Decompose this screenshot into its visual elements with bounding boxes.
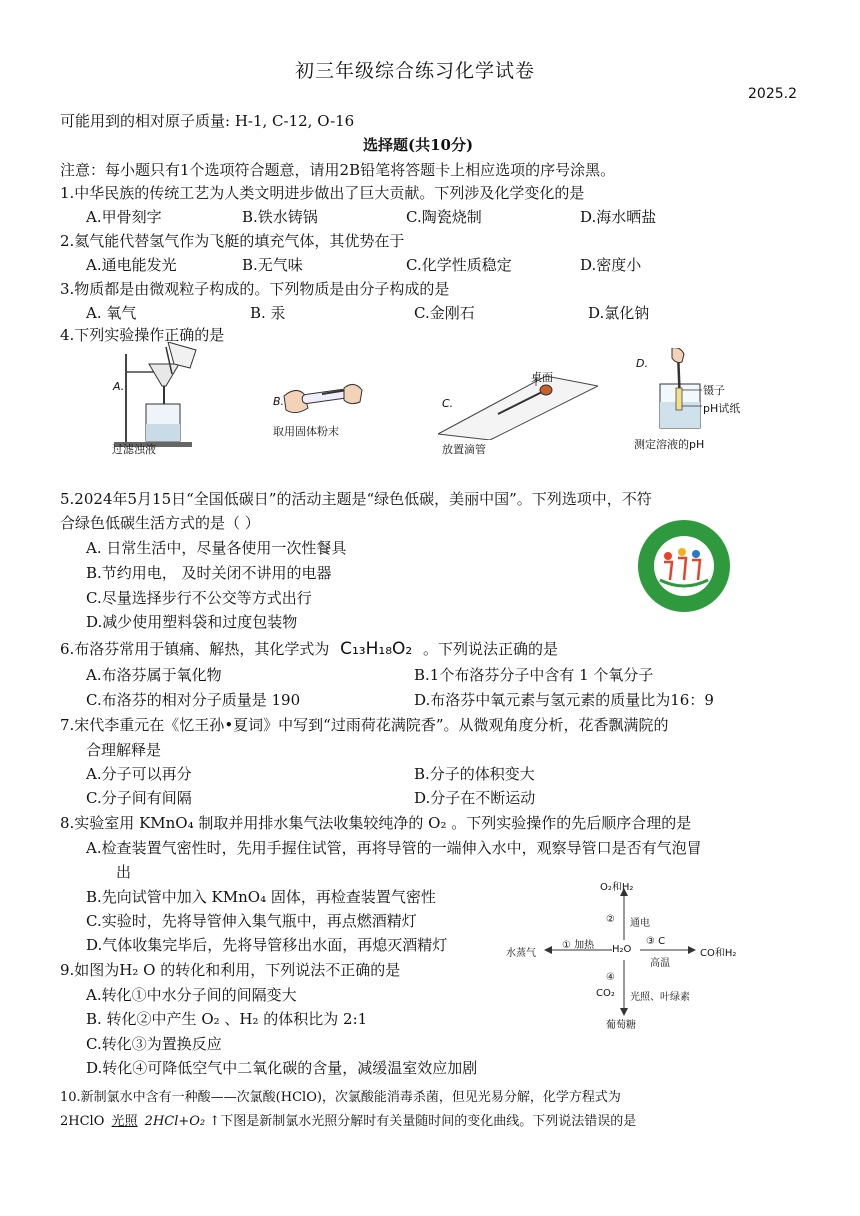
q10-stem-line1: 10.新制氯水中含有一种酸——次氯酸(HClO)，次氯酸能消毒杀菌，但见光易分解，化学方程式为 (60, 1090, 621, 1105)
q8-option-d: D.气体收集完毕后，先将导管移出水面，再熄灭酒精灯 (86, 936, 448, 954)
q3-option-d: D.氯化钠 (588, 304, 650, 322)
q9-stem: 9.如图为H₂ O 的转化和利用，下列说法不正确的是 (60, 961, 401, 979)
section-title: 选择题(共10分) (363, 136, 474, 154)
q7-stem-line1: 7.宋代李重元在《忆王孙•夏词》中写到“过雨荷花满院香”。从微观角度分析，花香飘满院的 (60, 716, 669, 734)
q9-diagram-co2: CO₂ (596, 988, 615, 999)
q1-option-c: C.陶瓷烧制 (406, 208, 482, 226)
q9-option-d: D.转化④可降低空气中二氧化碳的含量，减缓温室效应加剧 (86, 1059, 478, 1077)
q5-option-b: B.节约用电， 及时关闭不讲用的电器 (86, 564, 332, 582)
q4-figure-b-caption: 取用固体粉末 (273, 425, 339, 438)
q4-figure-d-label-ph-paper: pH试纸 (703, 402, 741, 415)
page-title: 初三年级综合练习化学试卷 (295, 60, 536, 82)
q10-equation-lhs: 2HClO (60, 1114, 105, 1129)
q2-option-a: A.通电能发光 (86, 256, 177, 274)
dropper-illustration (438, 374, 598, 440)
q4-figure-d-label-tweezers: 镊子 (703, 384, 725, 397)
q9-option-c: C.转化③为置换反应 (86, 1035, 222, 1053)
q8-option-b: B.先向试管中加入 KMnO₄ 固体，再检查装置气密性 (86, 888, 436, 906)
exam-date: 2025.2 (748, 86, 797, 102)
q4-figure-c-label: 桌面 (531, 371, 553, 384)
q4-stem: 4.下列实验操作正确的是 (60, 326, 225, 344)
q2-option-b: B.无气味 (242, 256, 303, 274)
q6-option-a: A.布洛芬属于氧化物 (86, 666, 222, 684)
q5-stem-line1: 5.2024年5月15日“全国低碳日”的活动主题是“绿色低碳，美丽中国”。下列选项中，不符 (60, 490, 652, 508)
q4-figure-b-letter: B. (273, 395, 285, 408)
q4-figure-d-letter: D. (636, 357, 648, 370)
q9-diagram-left: 水蒸气 (506, 948, 536, 959)
q8-option-c: C.实验时，先将导管伸入集气瓶中，再点燃酒精灯 (86, 912, 417, 930)
q6-stem-pre: 6.布洛芬常用于镇痛、解热，其化学式为 (60, 640, 330, 658)
q6-option-b: B.1个布洛芬分子中含有 1 个氧分子 (414, 666, 654, 684)
q3-option-b: B. 汞 (250, 304, 286, 322)
q3-option-a: A. 氧气 (86, 304, 137, 322)
q8-stem: 8.实验室用 KMnO₄ 制取并用排水集气法收集较纯净的 O₂ 。下列实验操作的先后顺序合理的是 (60, 814, 692, 832)
notice-line: 注意：每小题只有1个选项符合题意，请用2B铅笔将答题卡上相应选项的序号涂黑。 (60, 161, 616, 179)
q9-diagram-step4-cond: 光照、叶绿素 (630, 992, 690, 1003)
q9-diagram-step3: ③ C (646, 936, 666, 947)
q9-option-b: B. 转化②中产生 O₂ 、H₂ 的体积比为 2:1 (86, 1010, 368, 1028)
q5-option-a: A. 日常生活中，尽量各使用一次性餐具 (86, 539, 347, 557)
q7-option-c: C.分子间有间隔 (86, 789, 192, 807)
q4-figure-d-caption: 测定溶液的pH (634, 438, 705, 451)
q2-stem: 2.氦气能代替氢气作为飞艇的填充气体，其优势在于 (60, 232, 405, 250)
q6-formula: C₁₃H₁₈O₂ (340, 639, 413, 659)
q4-figure-a-letter: A. (113, 380, 125, 393)
q6-option-c: C.布洛芬的相对分子质量是 190 (86, 691, 301, 709)
q1-option-b: B.铁水铸锅 (242, 208, 318, 226)
q2-option-c: C.化学性质稳定 (406, 256, 512, 274)
q7-option-d: D.分子在不断运动 (414, 789, 536, 807)
q6-option-d: D.布洛芬中氧元素与氢元素的质量比为16：9 (414, 691, 714, 709)
atomic-mass-line: 可能用到的相对原子质量: H-1, C-12, O-16 (60, 112, 355, 130)
q4-figure-a-caption: 过滤浊液 (112, 443, 156, 456)
q1-stem: 1.中华民族的传统工艺为人类文明进步做出了巨大贡献。下列涉及化学变化的是 (60, 184, 585, 202)
q5-stem-line2: 合绿色低碳生活方式的是（ ） (60, 514, 260, 532)
q7-option-a: A.分子可以再分 (86, 765, 192, 783)
logo-illustration (636, 518, 732, 614)
q5-option-c: C.尽量选择步行不公交等方式出行 (86, 589, 312, 607)
q9-diagram-right: CO和H₂ (700, 948, 737, 959)
q9-diagram-center: H₂O (612, 944, 632, 955)
q4-figure-c-caption: 放置滴管 (442, 443, 486, 456)
q9-diagram-step2-cond: 通电 (630, 918, 650, 929)
q1-option-d: D.海水晒盐 (580, 208, 657, 226)
q2-option-d: D.密度小 (580, 256, 642, 274)
q9-diagram-top: O₂和H₂ (600, 882, 634, 893)
low-carbon-day-logo (636, 518, 732, 614)
q9-diagram-step1: ① 加热 (562, 940, 595, 951)
q9-option-a: A.转化①中水分子间的间隔变大 (86, 986, 297, 1004)
q10-equation-rhs: 2HCl+O₂ (144, 1114, 206, 1129)
q10-stem-line2-post: ↑下图是新制氯水光照分解时有关量随时间的变化曲线。下列说法错误的是 (209, 1114, 637, 1129)
q9-diagram-step3-cond: 高温 (650, 958, 670, 969)
q3-stem: 3.物质都是由微观粒子构成的。下列物质是由分子构成的是 (60, 280, 450, 298)
q7-stem-line2: 合理解释是 (86, 741, 162, 759)
q10-equation-condition: 光照 (111, 1114, 138, 1129)
q7-option-b: B.分子的体积变大 (414, 765, 535, 783)
q10-stem-line2 (60, 1110, 636, 1129)
q1-option-a: A.甲骨刻字 (86, 208, 162, 226)
q6-stem (60, 638, 558, 659)
q9-conversion-diagram (506, 874, 750, 1030)
q4-figure-c-letter: C. (442, 397, 454, 410)
q5-option-d: D.减少使用塑料袋和过度包装物 (86, 613, 298, 631)
q9-diagram-bottom: 葡萄糖 (606, 1020, 636, 1031)
q6-stem-post: 。下列说法正确的是 (423, 640, 559, 658)
q9-diagram-step2: ② (606, 914, 615, 925)
q4-figure-c (438, 374, 598, 440)
q8-option-a-line1: A.检查装置气密性时，先用手握住试管，再将导管的一端伸入水中，观察导管口是否有气泡冒 (86, 839, 702, 857)
q8-option-a-line2: 出 (116, 863, 132, 881)
q3-option-c: C.金刚石 (414, 304, 475, 322)
q9-diagram-step4: ④ (606, 972, 615, 983)
